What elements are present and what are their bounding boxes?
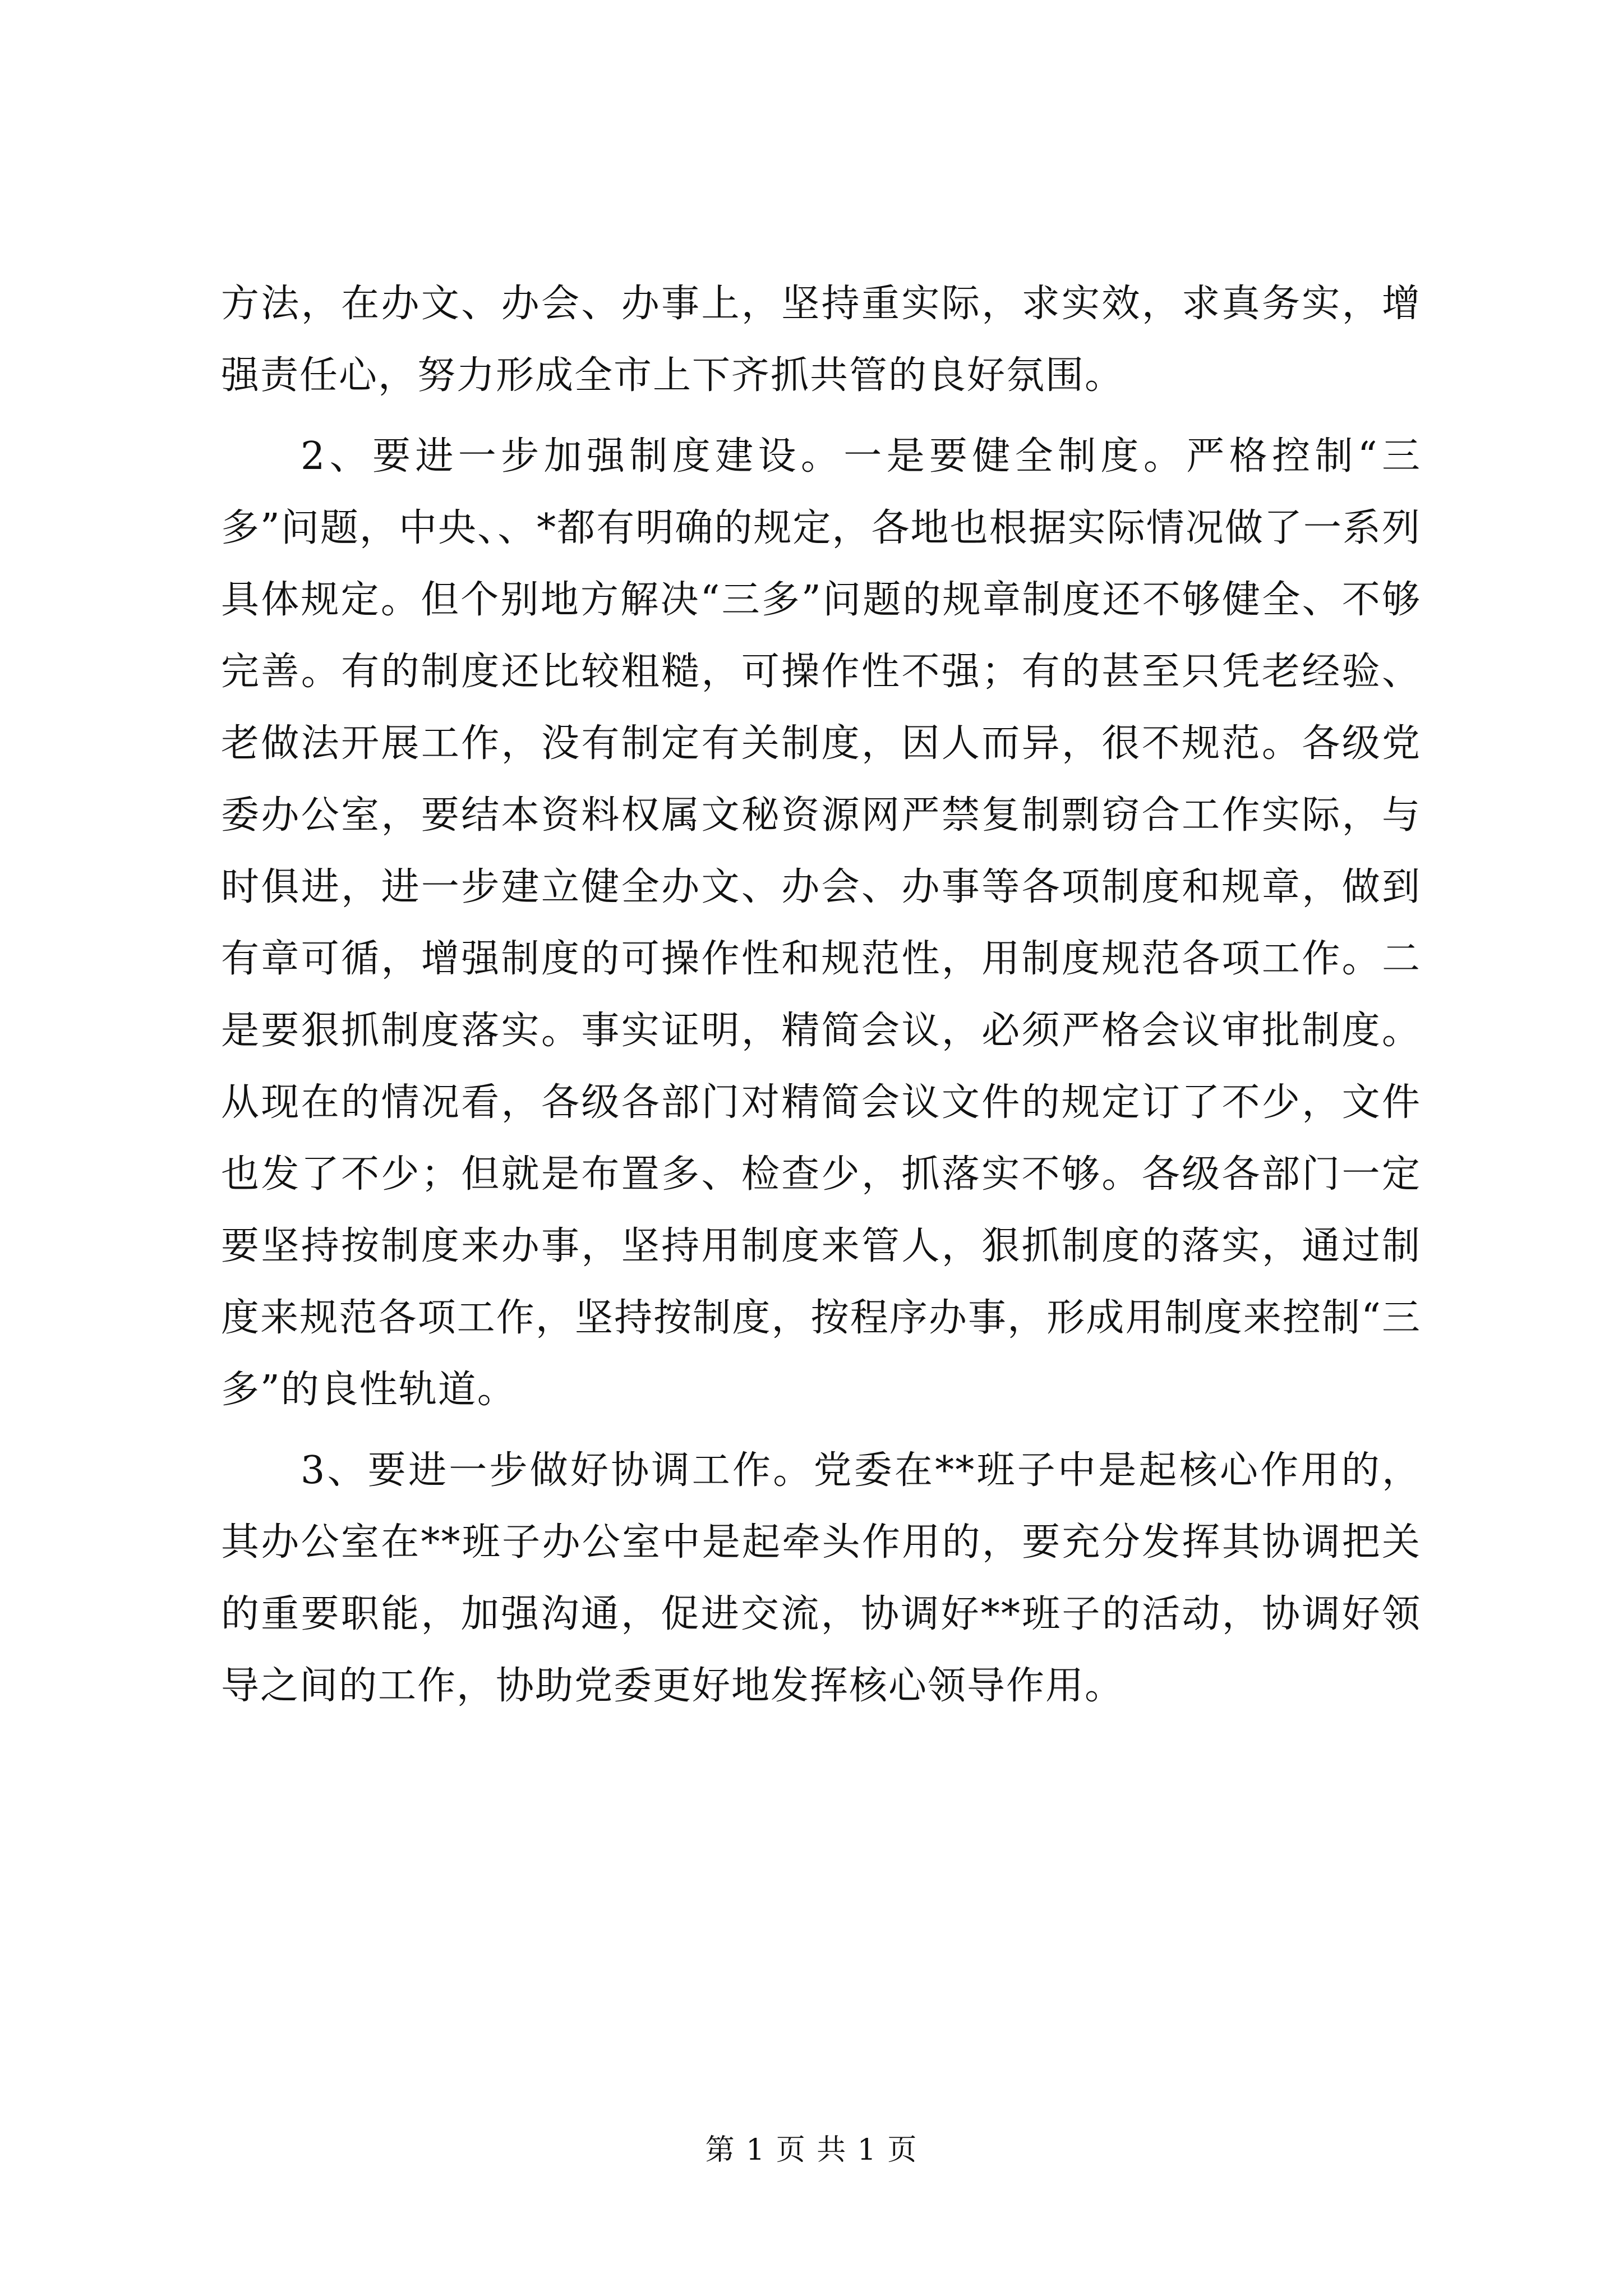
paragraph-continuation: 方法，在办文、办会、办事上，坚持重实际，求实效，求真务实，增强责任心，努力形成全市上下齐抓共管的良好氛围。 <box>221 282 1421 398</box>
document-body <box>221 268 1421 1722</box>
paragraph-item-2: 2、要进一步加强制度建设。一是要健全制度。严格控制“三多”问题，中央、、*都有明确的规定，各地也根据实际情况做了一系列具体规定。但个别地方解决“三多”问题的规章制度还不够健全、不够完善。有的制度还比较粗糙，可操作性不强；有的甚至只凭老经验、老做法开展工作，没有制定有关制度，因人而异，很不规范。各级党委办公室，要结本资料权属文秘资源网严禁复制剽窃合工作实际，与时俱进，进一步建立健全办文、办会、办事等各项制度和规章，做到有章可循，增强制度的可操作性和规范性，用制度规范各项工作。二是要狠抓制度落实。事实证明，精简会议，必须严格会议审批制度。从现在的情况看，各级各部门对精简会议文件的规定订了不少，文件也发了不少；但就是布置多、检查少，抓落实不够。各级各部门一定要坚持按制度来办事，坚持用制度来管人，狠抓制度的落实，通过制度来规范各项工作，坚持按制度，按程序办事，形成用制度来控制“三多”的良性轨道。 <box>221 434 1421 1412</box>
paragraph-item-3: 3、要进一步做好协调工作。党委在**班子中是起核心作用的，其办公室在**班子办公室中是起牵头作用的，要充分发挥其协调把关的重要职能，加强沟通，促进交流，协调好**班子的活动，协调好领导之间的工作，协助党委更好地发挥核心领导作用。 <box>221 1448 1421 1708</box>
page-footer: 第 1 页 共 1 页 <box>705 2133 918 2167</box>
